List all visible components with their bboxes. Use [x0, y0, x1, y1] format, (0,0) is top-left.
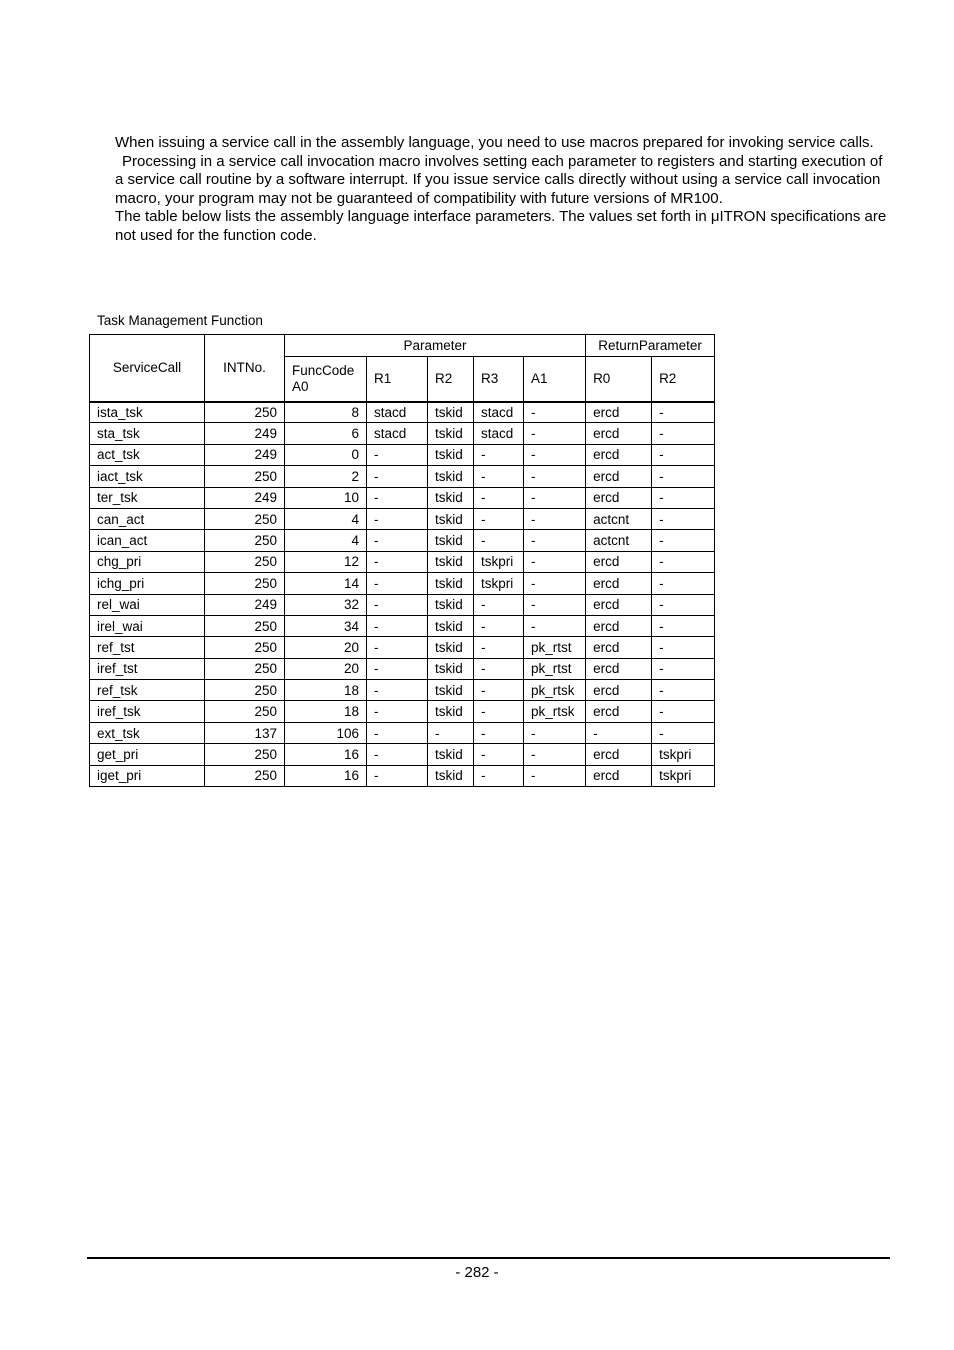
cell-r3: stacd — [474, 423, 524, 444]
cell-ret-r0: ercd — [586, 444, 652, 465]
cell-int-no: 250 — [205, 744, 285, 765]
cell-r3: - — [474, 680, 524, 701]
table-caption: Task Management Function — [97, 313, 263, 328]
header-ret-r0: R0 — [586, 357, 652, 402]
cell-r2: tskid — [428, 487, 474, 508]
cell-ret-r2: - — [652, 573, 715, 594]
cell-r1: - — [367, 444, 428, 465]
table-row — [90, 487, 715, 508]
cell-funccode: 10 — [285, 487, 367, 508]
header-funccode-line1: FuncCode — [292, 363, 355, 379]
cell-r2: tskid — [428, 701, 474, 722]
cell-service-call: ter_tsk — [90, 487, 205, 508]
cell-ret-r2: - — [652, 487, 715, 508]
cell-int-no: 250 — [205, 701, 285, 722]
cell-service-call: iref_tsk — [90, 701, 205, 722]
table-row — [90, 444, 715, 465]
header-r2: R2 — [428, 357, 474, 402]
cell-service-call: chg_pri — [90, 551, 205, 572]
table-row — [90, 615, 715, 636]
cell-ret-r2: - — [652, 551, 715, 572]
cell-r3: - — [474, 508, 524, 529]
table-row — [90, 701, 715, 722]
intro-paragraph-1: When issuing a service call in the assembly language, you need to use macros prepared for invoking service calls. — [115, 134, 874, 151]
header-parameter: Parameter — [285, 335, 586, 357]
cell-r2: tskid — [428, 402, 474, 423]
cell-a1: - — [524, 530, 586, 551]
cell-funccode: 0 — [285, 444, 367, 465]
cell-a1: - — [524, 487, 586, 508]
cell-r2: tskid — [428, 637, 474, 658]
cell-ret-r0: ercd — [586, 423, 652, 444]
cell-ret-r2: - — [652, 423, 715, 444]
cell-service-call: sta_tsk — [90, 423, 205, 444]
cell-r3: tskpri — [474, 573, 524, 594]
cell-r1: - — [367, 594, 428, 615]
cell-service-call: can_act — [90, 508, 205, 529]
cell-int-no: 250 — [205, 573, 285, 594]
table-row — [90, 530, 715, 551]
cell-r1: - — [367, 701, 428, 722]
cell-funccode: 12 — [285, 551, 367, 572]
cell-ret-r0: ercd — [586, 615, 652, 636]
cell-funccode: 18 — [285, 701, 367, 722]
cell-funccode: 2 — [285, 466, 367, 487]
cell-a1: - — [524, 466, 586, 487]
cell-ret-r0: ercd — [586, 765, 652, 786]
cell-int-no: 250 — [205, 765, 285, 786]
header-funccode-line2: A0 — [292, 378, 309, 394]
cell-a1: - — [524, 722, 586, 743]
cell-int-no: 250 — [205, 551, 285, 572]
cell-r2: - — [428, 722, 474, 743]
cell-int-no: 249 — [205, 423, 285, 444]
cell-r3: - — [474, 444, 524, 465]
cell-r2: tskid — [428, 658, 474, 679]
cell-ret-r2: - — [652, 615, 715, 636]
header-a1: A1 — [524, 357, 586, 402]
header-funccode — [285, 357, 367, 402]
table-row — [90, 466, 715, 487]
cell-a1: - — [524, 423, 586, 444]
cell-r3: - — [474, 530, 524, 551]
cell-r3: - — [474, 594, 524, 615]
cell-a1: - — [524, 594, 586, 615]
cell-r2: tskid — [428, 615, 474, 636]
cell-r3: stacd — [474, 402, 524, 423]
cell-a1: - — [524, 444, 586, 465]
cell-int-no: 250 — [205, 637, 285, 658]
header-service-call: ServiceCall — [90, 335, 205, 402]
table-row — [90, 551, 715, 572]
header-ret-r2: R2 — [652, 357, 715, 402]
cell-funccode: 6 — [285, 423, 367, 444]
cell-ret-r0: actcnt — [586, 530, 652, 551]
cell-service-call: ista_tsk — [90, 402, 205, 423]
cell-service-call: iref_tst — [90, 658, 205, 679]
cell-a1: - — [524, 573, 586, 594]
cell-a1: - — [524, 744, 586, 765]
table-row — [90, 722, 715, 743]
cell-ret-r0: ercd — [586, 701, 652, 722]
cell-r1: - — [367, 530, 428, 551]
cell-service-call: ext_tsk — [90, 722, 205, 743]
cell-service-call: irel_wai — [90, 615, 205, 636]
cell-r1: - — [367, 466, 428, 487]
cell-funccode: 18 — [285, 680, 367, 701]
cell-r2: tskid — [428, 551, 474, 572]
cell-ret-r0: - — [586, 722, 652, 743]
cell-r2: tskid — [428, 765, 474, 786]
page-number: - 282 - — [455, 1264, 499, 1281]
cell-r2: tskid — [428, 466, 474, 487]
header-r1: R1 — [367, 357, 428, 402]
cell-int-no: 249 — [205, 444, 285, 465]
cell-ret-r0: ercd — [586, 594, 652, 615]
cell-ret-r2: - — [652, 530, 715, 551]
cell-r1: - — [367, 658, 428, 679]
cell-r1: - — [367, 508, 428, 529]
intro-paragraph-3: The table below lists the assembly language interface parameters. The values set forth in μITRON specifications are not used for the function code. — [115, 208, 887, 244]
table-row — [90, 658, 715, 679]
cell-service-call: ref_tsk — [90, 680, 205, 701]
task-management-table — [89, 334, 715, 787]
cell-r3: tskpri — [474, 551, 524, 572]
cell-ret-r2: - — [652, 701, 715, 722]
cell-ret-r2: - — [652, 680, 715, 701]
table-row — [90, 508, 715, 529]
cell-ret-r2: - — [652, 466, 715, 487]
cell-ret-r0: ercd — [586, 551, 652, 572]
cell-r1: stacd — [367, 423, 428, 444]
cell-a1: pk_rtst — [524, 658, 586, 679]
cell-a1: pk_rtsk — [524, 680, 586, 701]
cell-funccode: 16 — [285, 765, 367, 786]
table-row — [90, 765, 715, 786]
cell-ret-r2: - — [652, 508, 715, 529]
cell-a1: pk_rtsk — [524, 701, 586, 722]
cell-funccode: 20 — [285, 658, 367, 679]
cell-ret-r0: ercd — [586, 680, 652, 701]
cell-int-no: 250 — [205, 402, 285, 423]
cell-r3: - — [474, 658, 524, 679]
cell-ret-r2: - — [652, 444, 715, 465]
cell-funccode: 4 — [285, 530, 367, 551]
cell-r1: - — [367, 573, 428, 594]
table-row — [90, 680, 715, 701]
cell-r1: - — [367, 744, 428, 765]
table-row — [90, 637, 715, 658]
table-row — [90, 423, 715, 444]
cell-int-no: 249 — [205, 594, 285, 615]
cell-a1: - — [524, 551, 586, 572]
cell-service-call: iget_pri — [90, 765, 205, 786]
cell-a1: - — [524, 508, 586, 529]
cell-r1: - — [367, 680, 428, 701]
cell-int-no: 250 — [205, 508, 285, 529]
cell-int-no: 250 — [205, 615, 285, 636]
header-return-parameter: ReturnParameter — [586, 335, 715, 357]
table-row — [90, 402, 715, 423]
header-int-no: INTNo. — [205, 335, 285, 402]
cell-r3: - — [474, 722, 524, 743]
cell-a1: - — [524, 765, 586, 786]
cell-ret-r0: ercd — [586, 744, 652, 765]
cell-r2: tskid — [428, 530, 474, 551]
cell-a1: - — [524, 402, 586, 423]
cell-r3: - — [474, 466, 524, 487]
cell-ret-r2: - — [652, 722, 715, 743]
cell-r1: - — [367, 765, 428, 786]
cell-r1: - — [367, 722, 428, 743]
cell-r2: tskid — [428, 573, 474, 594]
cell-a1: - — [524, 615, 586, 636]
cell-funccode: 20 — [285, 637, 367, 658]
footer-rule — [87, 1257, 890, 1259]
cell-ret-r0: ercd — [586, 466, 652, 487]
cell-int-no: 250 — [205, 680, 285, 701]
cell-funccode: 4 — [285, 508, 367, 529]
cell-ret-r2: - — [652, 594, 715, 615]
cell-ret-r0: ercd — [586, 487, 652, 508]
table-row — [90, 573, 715, 594]
cell-r2: tskid — [428, 508, 474, 529]
cell-ret-r0: ercd — [586, 402, 652, 423]
cell-service-call: rel_wai — [90, 594, 205, 615]
cell-r3: - — [474, 744, 524, 765]
cell-int-no: 249 — [205, 487, 285, 508]
cell-r3: - — [474, 765, 524, 786]
cell-r3: - — [474, 637, 524, 658]
cell-ret-r2: - — [652, 402, 715, 423]
cell-funccode: 16 — [285, 744, 367, 765]
cell-r1: - — [367, 551, 428, 572]
cell-int-no: 250 — [205, 658, 285, 679]
cell-service-call: iact_tsk — [90, 466, 205, 487]
cell-funccode: 8 — [285, 402, 367, 423]
header-r3: R3 — [474, 357, 524, 402]
cell-ret-r2: - — [652, 637, 715, 658]
cell-r2: tskid — [428, 423, 474, 444]
cell-ret-r2: tskpri — [652, 744, 715, 765]
cell-r3: - — [474, 701, 524, 722]
cell-service-call: act_tsk — [90, 444, 205, 465]
cell-funccode: 34 — [285, 615, 367, 636]
intro-text — [115, 134, 890, 245]
cell-r1: - — [367, 487, 428, 508]
cell-service-call: ican_act — [90, 530, 205, 551]
cell-ret-r2: - — [652, 658, 715, 679]
cell-r2: tskid — [428, 594, 474, 615]
cell-funccode: 106 — [285, 722, 367, 743]
cell-r2: tskid — [428, 744, 474, 765]
cell-service-call: get_pri — [90, 744, 205, 765]
cell-ret-r0: ercd — [586, 573, 652, 594]
table-row — [90, 594, 715, 615]
cell-r2: tskid — [428, 680, 474, 701]
cell-ret-r2: tskpri — [652, 765, 715, 786]
cell-ret-r0: actcnt — [586, 508, 652, 529]
cell-r1: - — [367, 637, 428, 658]
cell-ret-r0: ercd — [586, 658, 652, 679]
cell-r3: - — [474, 487, 524, 508]
cell-a1: pk_rtst — [524, 637, 586, 658]
cell-funccode: 32 — [285, 594, 367, 615]
cell-service-call: ichg_pri — [90, 573, 205, 594]
intro-paragraph-2: Processing in a service call invocation macro involves setting each parameter to registers and starting execution of a service call routine by a software interrupt. If you issue service calls directly without using a service call invocation macro, your program may not be guaranteed of compatibility with future versions of MR100. — [115, 152, 883, 207]
cell-r1: - — [367, 615, 428, 636]
cell-r3: - — [474, 615, 524, 636]
cell-funccode: 14 — [285, 573, 367, 594]
cell-int-no: 250 — [205, 530, 285, 551]
cell-service-call: ref_tst — [90, 637, 205, 658]
cell-int-no: 137 — [205, 722, 285, 743]
cell-r2: tskid — [428, 444, 474, 465]
table-row — [90, 744, 715, 765]
cell-int-no: 250 — [205, 466, 285, 487]
cell-r1: stacd — [367, 402, 428, 423]
cell-ret-r0: ercd — [586, 637, 652, 658]
